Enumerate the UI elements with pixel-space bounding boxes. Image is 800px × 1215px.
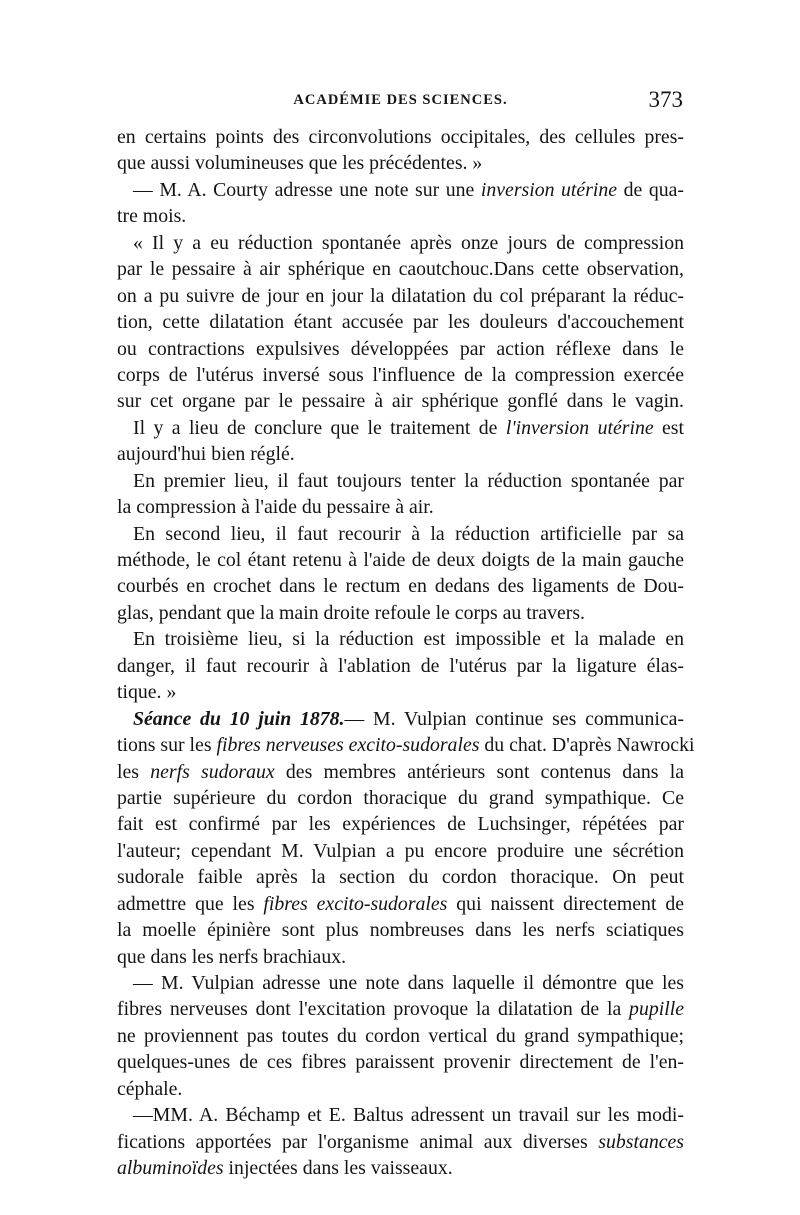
text-run: courbés en crochet dans le rectum en dedans des ligaments de Dou- [117, 575, 684, 598]
text-line [117, 309, 684, 335]
text-run: qui naissent directement de [447, 892, 684, 915]
running-title: ACADÉMIE DES SCIENCES. [293, 92, 508, 108]
text-line [117, 653, 684, 679]
italic-term: substances [598, 1130, 684, 1153]
text-run: sudorale faible après la section du cordon thoracique. On peut [117, 866, 684, 889]
text-run: tre mois. [117, 205, 187, 228]
text-run: des membres antérieurs sont contenus dans la [274, 760, 685, 783]
text-line [117, 706, 684, 732]
text-run: En second lieu, il faut recourir à la réduction artificielle par sa [133, 522, 684, 545]
text-run: en certains points des circonvolutions occipitales, des cellules pres- [117, 126, 684, 148]
text-line [117, 388, 684, 414]
text-line [117, 944, 684, 970]
text-run: sur cet organe par le pessaire à air sphérique gonflé dans le vagin. [117, 390, 684, 413]
text-run: par le pessaire à air sphérique en caoutchouc.Dans cette observation, [117, 258, 684, 281]
text-line [117, 547, 684, 573]
text-run: corps de l'utérus inversé sous l'influence de la compression exercée [117, 363, 684, 386]
text-run: fait est confirmé par les expériences de Luchsinger, répétées par [117, 813, 684, 836]
text-run: est [653, 416, 684, 439]
text-run: ne proviennent pas toutes du cordon vertical du grand sympathique; [117, 1024, 684, 1047]
text-line [117, 600, 684, 626]
text-run: glas, pendant que la main droite refoule le corps au travers. [117, 601, 585, 624]
text-run: ou contractions expulsives développées par action réflexe dans le [117, 337, 684, 360]
text-line [117, 521, 684, 547]
text-line [117, 626, 684, 652]
text-run: la compression à l'aide du pessaire à air. [117, 496, 434, 519]
text-line [117, 759, 684, 785]
text-line [117, 124, 684, 150]
italic-term: fibres excito-sudorales [263, 892, 448, 915]
text-line [117, 283, 684, 309]
text-run: on a pu suivre de jour en jour la dilatation du col préparant la réduc- [117, 284, 684, 307]
italic-term: pupille [629, 998, 684, 1021]
text-run: céphale. [117, 1077, 183, 1100]
text-run: injectées dans les vaisseaux. [223, 1157, 453, 1180]
text-run: — M. Vulpian continue ses communica- [344, 707, 684, 730]
italic-term: l'inversion utérine [505, 416, 654, 439]
text-run: la moelle épinière sont plus nombreuses dans les nerfs sciatiques [117, 919, 684, 942]
text-line [117, 256, 684, 282]
text-run: partie supérieure du cordon thoracique du grand sympathique. Ce [117, 786, 684, 809]
text-run: —MM. A. Béchamp et E. Baltus adressent un travail sur les modi- [133, 1104, 684, 1127]
text-run: fibres nerveuses dont l'excitation provoque la dilatation de la [117, 998, 630, 1021]
text-line [117, 732, 695, 758]
text-line [117, 917, 684, 943]
text-run: admettre que les [117, 892, 264, 915]
text-run: danger, il faut recourir à l'ablation de l'utérus par la ligature élas- [117, 654, 684, 677]
text-line [117, 838, 684, 864]
text-run: méthode, le col étant retenu à l'aide de deux doigts de la main gauche [117, 549, 684, 571]
text-run: que aussi volumineuses que les précédentes. » [117, 152, 483, 175]
text-line [117, 1076, 684, 1102]
text-line [117, 1129, 684, 1155]
text-line [117, 811, 684, 837]
text-line [117, 970, 684, 996]
italic-term: inversion utérine [480, 178, 618, 201]
text-run: En troisième lieu, si la réduction est impossible et la malade en [133, 628, 684, 651]
italic-term: albuminoïdes [117, 1157, 224, 1180]
text-run: quelques-unes de ces fibres paraissent provenir directement de l'en- [117, 1051, 684, 1074]
text-line [117, 1155, 684, 1181]
text-run: — M. Vulpian adresse une note dans laquelle il démontre que les [133, 972, 684, 994]
text-line [117, 996, 684, 1022]
body-text [117, 124, 695, 1182]
italic-term: nerfs sudoraux [150, 760, 275, 783]
text-run: aujourd'hui bien réglé. [117, 443, 295, 466]
text-line [117, 177, 684, 203]
text-run: que dans les nerfs brachiaux. [117, 945, 347, 968]
text-line [117, 891, 684, 917]
text-run: du chat. D'après Nawrocki [479, 734, 695, 757]
text-line [117, 336, 684, 362]
text-line [117, 1023, 684, 1049]
text-run: En premier lieu, il faut toujours tenter la réduction spontanée par [133, 469, 684, 492]
text-run: Il y a lieu de conclure que le traitement de [133, 416, 506, 439]
text-run: l'auteur; cependant M. Vulpian a pu encore produire une sécrétion [117, 839, 684, 862]
text-line [117, 415, 684, 441]
text-run: les [117, 760, 151, 783]
text-run: de qua- [617, 178, 684, 201]
text-line [117, 785, 684, 811]
running-head [118, 87, 683, 120]
text-line [117, 150, 684, 176]
text-run: fications apportées par l'organisme animal aux diverses [117, 1130, 599, 1153]
text-line [117, 441, 684, 467]
text-line [117, 203, 684, 229]
text-line [117, 573, 684, 599]
text-run: — M. A. Courty adresse une note sur une [133, 178, 481, 201]
text-run: « Il y a eu réduction spontanée après onze jours de compression [133, 231, 684, 254]
text-run: tions sur les [117, 734, 217, 757]
text-line [117, 468, 684, 494]
page-number: 373 [648, 87, 683, 112]
text-line [117, 864, 684, 890]
text-line [117, 230, 684, 256]
text-line [117, 1049, 684, 1075]
italic-term: fibres nerveuses excito-sudorales [216, 734, 480, 757]
text-line [117, 362, 684, 388]
session-heading: Séance du 10 juin 1878. [133, 707, 345, 730]
text-line [117, 679, 684, 705]
text-line [117, 494, 684, 520]
text-line [117, 1102, 684, 1128]
text-run: tique. » [117, 681, 177, 704]
text-run: tion, cette dilatation étant accusée par les douleurs d'accouchement [117, 311, 684, 334]
